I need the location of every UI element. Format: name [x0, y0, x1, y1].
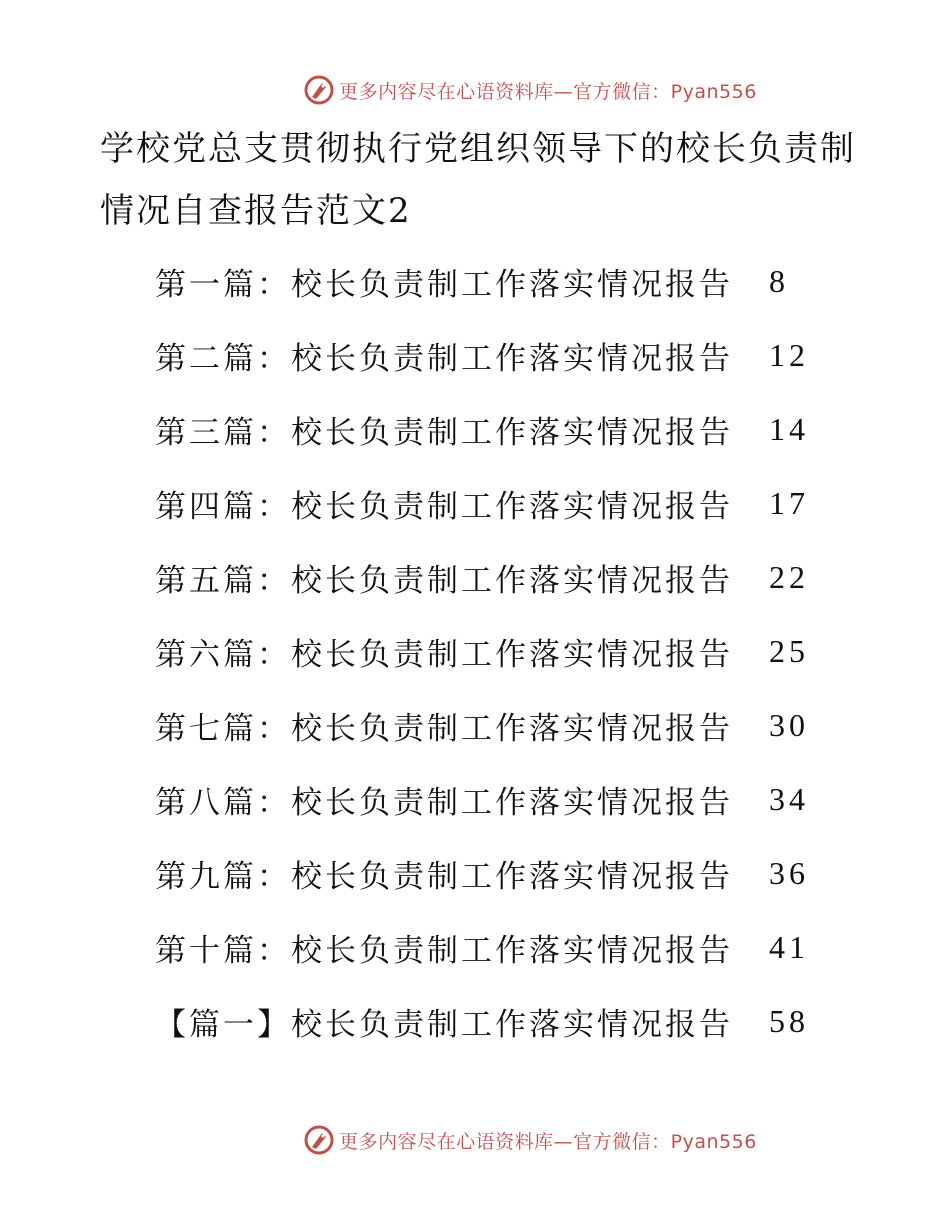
toc-item[interactable]	[155, 392, 835, 466]
toc-item-label: 第一篇：校长负责制工作落实情况报告	[155, 266, 733, 303]
toc-item-label: 第五篇：校长负责制工作落实情况报告	[155, 562, 733, 599]
toc-item[interactable]	[155, 984, 835, 1058]
header-banner	[0, 70, 950, 110]
toc-item-page: 41	[769, 928, 809, 965]
toc-item[interactable]	[155, 318, 835, 392]
toc-item-page: 22	[769, 558, 809, 595]
toc-item-page: 25	[769, 632, 809, 669]
toc-item-page: 8	[769, 262, 789, 299]
toc-item-label: 第三篇：校长负责制工作落实情况报告	[155, 414, 733, 451]
toc-item-page: 34	[769, 780, 809, 817]
table-of-contents	[155, 244, 835, 1058]
toc-item-page: 36	[769, 854, 809, 891]
banner-text: 更多内容尽在心语资料库—官方微信：Pyan556	[339, 80, 757, 103]
toc-item-label: 第二篇：校长负责制工作落实情况报告	[155, 340, 733, 377]
pen-nib-icon	[303, 74, 335, 106]
toc-item[interactable]	[155, 244, 835, 318]
toc-item-label: 第六篇：校长负责制工作落实情况报告	[155, 636, 733, 673]
toc-item-label: 第四篇：校长负责制工作落实情况报告	[155, 488, 733, 525]
toc-item-page: 12	[769, 336, 809, 373]
toc-item[interactable]	[155, 466, 835, 540]
toc-item-label: 第八篇：校长负责制工作落实情况报告	[155, 784, 733, 821]
toc-item-page: 58	[769, 1002, 809, 1039]
pen-nib-icon	[303, 1124, 335, 1156]
toc-item-label: 第九篇：校长负责制工作落实情况报告	[155, 858, 733, 895]
document-title: 学校党总支贯彻执行党组织领导下的校长负责制情况自查报告范文2	[100, 129, 856, 231]
toc-item[interactable]	[155, 836, 835, 910]
toc-item-page: 30	[769, 706, 809, 743]
toc-item-label: 第十篇：校长负责制工作落实情况报告	[155, 932, 733, 969]
footer-banner	[0, 1120, 950, 1160]
toc-item[interactable]	[155, 762, 835, 836]
banner-text: 更多内容尽在心语资料库—官方微信：Pyan556	[339, 1130, 757, 1153]
toc-item[interactable]	[155, 540, 835, 614]
toc-item[interactable]	[155, 910, 835, 984]
toc-item-page: 14	[769, 410, 809, 447]
toc-item-label: 【篇一】校长负责制工作落实情况报告	[155, 1006, 733, 1043]
toc-item-label: 第七篇：校长负责制工作落实情况报告	[155, 710, 733, 747]
toc-item-page: 17	[769, 484, 809, 521]
toc-item[interactable]	[155, 688, 835, 762]
toc-item[interactable]	[155, 614, 835, 688]
